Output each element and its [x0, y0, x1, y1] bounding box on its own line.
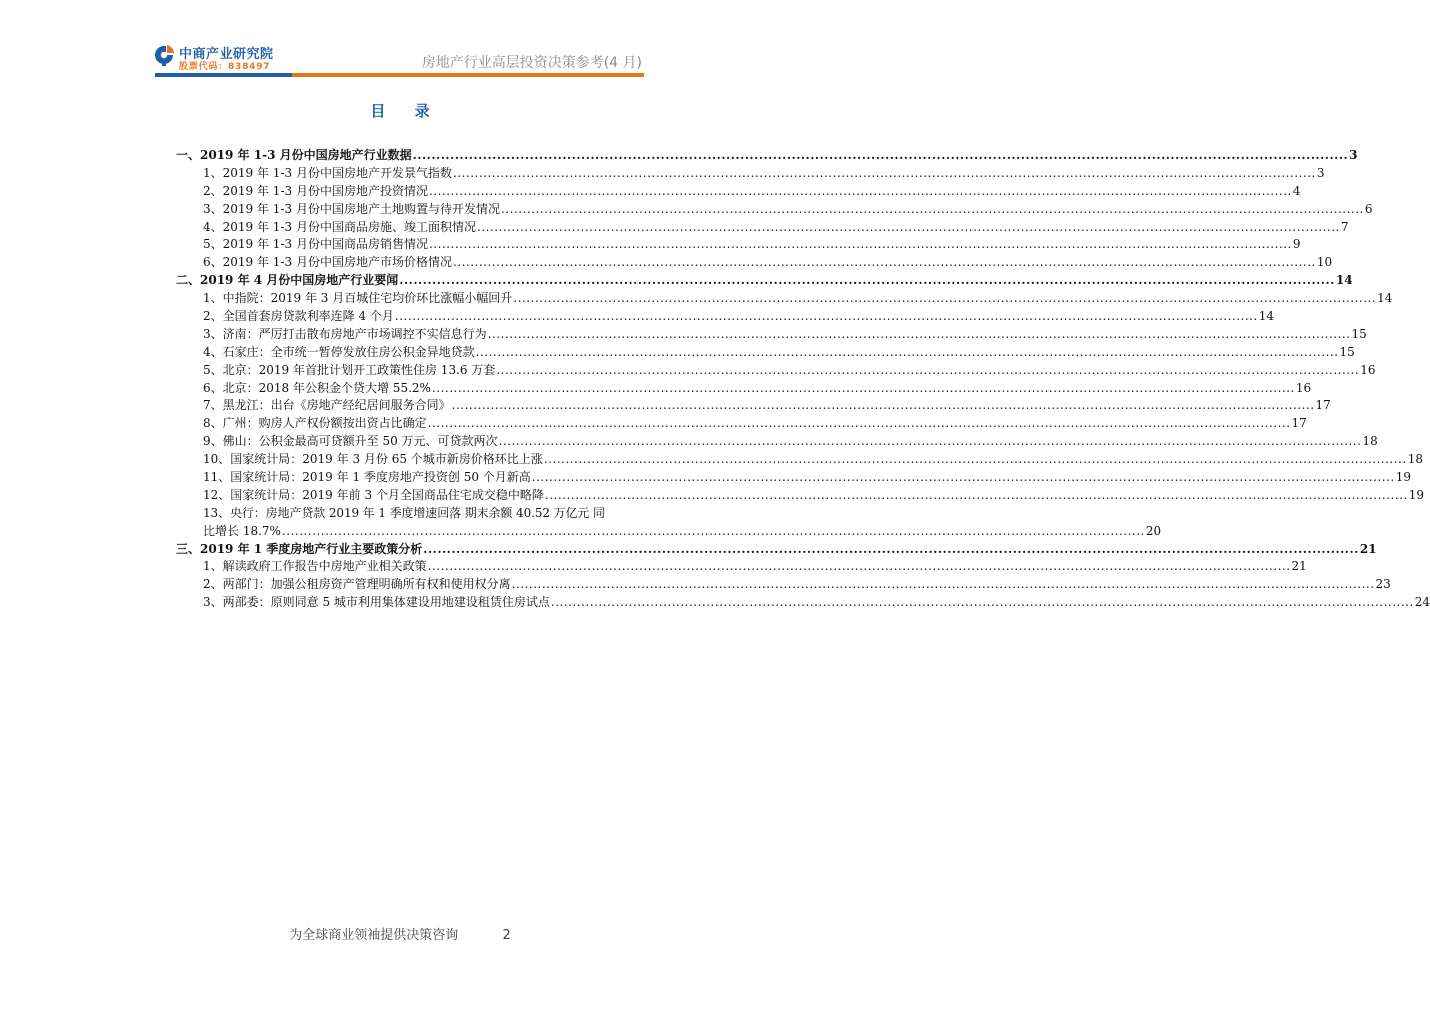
- toc-leader-dots: ........................................................................................................................................................................................................: [423, 541, 1359, 556]
- toc-page-number: 9: [1292, 237, 1301, 252]
- toc-leader-dots: ........................................................................................................................................................................................................: [451, 398, 1315, 413]
- toc-item-entry[interactable]: [176, 236, 1301, 254]
- toc-item-entry[interactable]: [176, 344, 1355, 362]
- toc-leader-dots: ........................................................................................................................................................................................................: [496, 362, 1360, 377]
- toc-item-entry[interactable]: [176, 397, 1331, 415]
- toc-item-entry[interactable]: [176, 558, 1307, 576]
- toc-item-entry[interactable]: [176, 219, 1349, 237]
- toc-leader-dots: ........................................................................................................................................................................................................: [476, 219, 1340, 234]
- toc-item-entry[interactable]: [176, 487, 1425, 505]
- toc-entry-label: 11、国家统计局：2019 年 1 季度房地产投资创 50 个月新高: [203, 470, 531, 485]
- toc-entry-label: 比增长 18.7%: [203, 523, 281, 538]
- toc-section-entry[interactable]: [176, 272, 1353, 290]
- toc-leader-dots: ........................................................................................................................................................................................................: [281, 523, 1145, 538]
- toc-entry-label: 2、2019 年 1-3 月份中国房地产投资情况: [203, 183, 428, 198]
- toc-entry-label: 3、济南：严厉打击散布房地产市场调控不实信息行为: [203, 326, 487, 341]
- toc-section-entry[interactable]: [176, 541, 1377, 559]
- toc-section-entry[interactable]: [176, 147, 1358, 165]
- toc-title: 目 录: [370, 102, 442, 120]
- toc-item-entry[interactable]: [176, 308, 1275, 326]
- toc-page-number: 10: [1316, 255, 1333, 270]
- toc-leader-dots: ........................................................................................................................................................................................................: [550, 595, 1414, 610]
- toc-page-number: 21: [1359, 541, 1377, 556]
- toc-entry-label: 8、广州：购房人产权份额按出资占比确定: [203, 416, 427, 431]
- toc-entry-label: 12、国家统计局：2019 年前 3 个月全国商品住宅成交稳中略降: [203, 487, 544, 502]
- toc-page-number: 19: [1408, 487, 1425, 502]
- toc-entry-label: 1、2019 年 1-3 月份中国房地产开发景气指数: [203, 165, 452, 180]
- toc-item-entry[interactable]: [176, 576, 1391, 594]
- page-footer: [0, 924, 800, 943]
- header-divider-blue: [155, 73, 292, 77]
- toc-leader-dots: ........................................................................................................................................................................................................: [394, 309, 1258, 324]
- toc-leader-dots: ........................................................................................................................................................................................................: [513, 291, 1377, 306]
- toc-page-number: 3: [1316, 165, 1325, 180]
- toc-item-entry[interactable]: [176, 594, 1430, 612]
- toc-page-number: 14: [1335, 273, 1353, 288]
- toc-entry-label: 3、2019 年 1-3 月份中国房地产土地购置与待开发情况: [203, 201, 500, 216]
- toc-leader-dots: ........................................................................................................................................................................................................: [412, 148, 1349, 162]
- toc-item-entry[interactable]: [176, 201, 1373, 219]
- toc-leader-dots: ........................................................................................................................................................................................................: [428, 183, 1292, 198]
- logo-name: 中商产业研究院: [179, 47, 274, 62]
- toc-page-number: 15: [1339, 344, 1355, 359]
- toc-item-entry[interactable]: [176, 326, 1367, 344]
- toc-entry-label: 1、中指院：2019 年 3 月百城住宅均价环比涨幅小幅回升: [203, 291, 513, 306]
- toc-page-number: 21: [1291, 559, 1307, 574]
- toc-entry-label: 13、央行：房地产贷款 2019 年 1 季度增速回落 期末余额 40.52 万亿元 同: [203, 505, 605, 520]
- toc-item-entry[interactable]: [176, 362, 1376, 380]
- footer-slogan: 为全球商业领袖提供决策咨询: [289, 928, 459, 943]
- logo-mark-icon: [153, 44, 175, 68]
- toc-item-entry[interactable]: [176, 451, 1423, 469]
- toc-entry-continuation: [203, 523, 1162, 541]
- toc-item-entry[interactable]: [176, 183, 1301, 201]
- toc-entry-label: 一、2019 年 1-3 月份中国房地产行业数据: [176, 148, 412, 162]
- toc-page-number: 17: [1315, 398, 1331, 413]
- toc-page-number: 14: [1258, 309, 1275, 324]
- header-divider-orange: [292, 73, 644, 77]
- toc-entry-label: 2、两部门：加强公租房资产管理明确所有权和使用权分离: [203, 577, 511, 592]
- toc-entry-label: 6、2019 年 1-3 月份中国房地产市场价格情况: [203, 255, 452, 270]
- toc-leader-dots: ........................................................................................................................................................................................................: [428, 237, 1292, 252]
- toc-leader-dots: ........................................................................................................................................................................................................: [452, 255, 1316, 270]
- toc-entry-label: 1、解读政府工作报告中房地产业相关政策: [203, 559, 427, 574]
- toc-leader-dots: ........................................................................................................................................................................................................: [531, 470, 1395, 485]
- toc-item-entry[interactable]: [176, 505, 1162, 541]
- toc-page-number: 24: [1414, 595, 1430, 610]
- toc-entry-label: 4、石家庄：全市统一暂停发放住房公积金异地贷款: [203, 344, 475, 359]
- toc-item-entry[interactable]: [176, 433, 1378, 451]
- toc-page-number: 16: [1295, 380, 1312, 395]
- toc-leader-dots: ........................................................................................................................................................................................................: [511, 577, 1375, 592]
- toc-page-number: 4: [1292, 183, 1301, 198]
- toc-entry-label: 3、两部委：原则同意 5 城市利用集体建设用地建设租赁住房试点: [203, 595, 550, 610]
- toc-item-entry[interactable]: [176, 380, 1312, 398]
- toc-leader-dots: ........................................................................................................................................................................................................: [475, 344, 1339, 359]
- toc-entry-label: 9、佛山：公积金最高可贷额升至 50 万元、可贷款两次: [203, 434, 498, 449]
- toc-leader-dots: ........................................................................................................................................................................................................: [498, 434, 1362, 449]
- toc-entry-label: 10、国家统计局：2019 年 3 月份 65 个城市新房价格环比上涨: [203, 452, 543, 467]
- toc-page-number: 18: [1407, 452, 1423, 467]
- toc-item-entry[interactable]: [176, 469, 1411, 487]
- toc-item-entry[interactable]: [176, 290, 1393, 308]
- toc-page-number: 20: [1145, 523, 1162, 538]
- toc-leader-dots: ........................................................................................................................................................................................................: [487, 326, 1351, 341]
- toc-leader-dots: ........................................................................................................................................................................................................: [544, 487, 1408, 502]
- company-logo: [153, 44, 293, 74]
- toc-entry-label: 5、北京：2019 年首批计划开工政策性住房 13.6 万套: [203, 362, 496, 377]
- header-divider: [155, 73, 644, 77]
- toc-leader-dots: ........................................................................................................................................................................................................: [500, 201, 1364, 216]
- toc-item-entry[interactable]: [176, 254, 1333, 272]
- toc-item-entry[interactable]: [176, 415, 1307, 433]
- toc-entry-label: 5、2019 年 1-3 月份中国商品房销售情况: [203, 237, 428, 252]
- toc-page-number: 19: [1395, 470, 1411, 485]
- toc-entry-label: 4、2019 年 1-3 月份中国商品房施、竣工面积情况: [203, 219, 476, 234]
- toc-page-number: 16: [1360, 362, 1376, 377]
- toc-page-number: 15: [1351, 326, 1367, 341]
- toc-page-number: 18: [1362, 434, 1378, 449]
- page-number: 2: [502, 928, 511, 943]
- toc-page-number: 23: [1375, 577, 1391, 592]
- toc-leader-dots: ........................................................................................................................................................................................................: [399, 273, 1335, 288]
- toc-entry-label: 三、2019 年 1 季度房地产行业主要政策分析: [176, 541, 423, 556]
- table-of-contents: [176, 147, 1430, 612]
- toc-leader-dots: ........................................................................................................................................................................................................: [543, 452, 1407, 467]
- toc-entry-label: 6、北京：2018 年公积金个贷大增 55.2%: [203, 380, 431, 395]
- document-title: 房地产行业高层投资决策参考(4 月): [421, 55, 642, 71]
- toc-entry-label: 2、全国首套房贷款利率连降 4 个月: [203, 309, 394, 324]
- toc-entry-label: 二、2019 年 4 月份中国房地产行业要闻: [176, 273, 399, 288]
- toc-page-number: 6: [1364, 201, 1373, 216]
- toc-entry-label: 7、黑龙江：出台《房地产经纪居间服务合同》: [203, 398, 451, 413]
- toc-page-number: 7: [1340, 219, 1349, 234]
- toc-leader-dots: ........................................................................................................................................................................................................: [452, 165, 1316, 180]
- toc-leader-dots: ........................................................................................................................................................................................................: [431, 380, 1295, 395]
- toc-page-number: 17: [1291, 416, 1307, 431]
- stock-code: 股票代码：838497: [179, 62, 271, 72]
- toc-page-number: 3: [1349, 148, 1358, 162]
- toc-item-entry[interactable]: [176, 165, 1325, 183]
- toc-leader-dots: ........................................................................................................................................................................................................: [427, 416, 1291, 431]
- toc-leader-dots: ........................................................................................................................................................................................................: [427, 559, 1291, 574]
- toc-page-number: 14: [1377, 291, 1393, 306]
